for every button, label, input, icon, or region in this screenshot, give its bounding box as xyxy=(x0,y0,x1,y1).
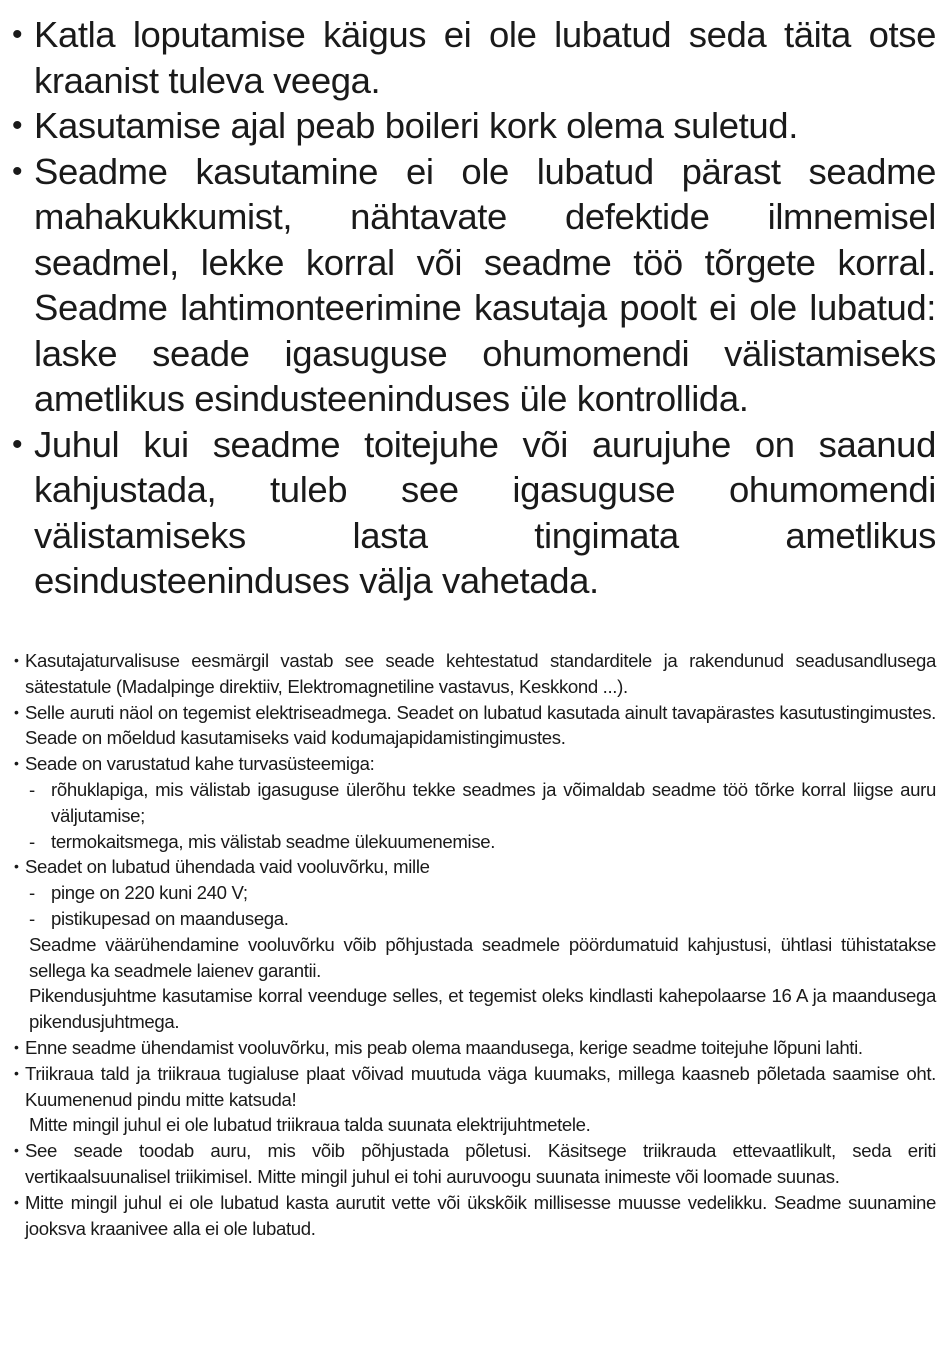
list-item xyxy=(14,1138,936,1190)
large-warning-list xyxy=(12,12,936,604)
sub-item-text: rõhuklapiga, mis välistab igasuguse ülerõhu tekke seadmes ja võimaldab seadme töö tõrke korral liigse auru väljutamise; xyxy=(51,778,936,826)
bullet: • xyxy=(14,1038,19,1055)
list-item xyxy=(14,1035,936,1061)
warning-text: Katla loputamise käigus ei ole lubatud seda täita otse kraanist tuleva veega. xyxy=(34,14,936,101)
list-item xyxy=(12,103,936,149)
bullet: • xyxy=(14,703,19,720)
sub-item-text: pistikupesad on maandusega. xyxy=(51,907,289,929)
warning-text: Juhul kui seadme toitejuhe või aurujuhe on saanud kahjustada, tuleb see igasuguse ohumomendi välistamiseks lasta tingimata ametlikus esindusteeninduses välja vahetada. xyxy=(34,423,936,601)
bullet: • xyxy=(14,858,19,875)
sub-item xyxy=(25,906,936,932)
bullet: • xyxy=(14,1064,19,1081)
list-item xyxy=(14,648,936,700)
dash: - xyxy=(29,830,35,852)
list-item xyxy=(14,751,936,854)
bullet: • xyxy=(12,18,23,51)
sub-item-text: termokaitsmega, mis välistab seadme ülekuumenemise. xyxy=(51,830,496,852)
instruction-text: Selle auruti näol on tegemist elektriseadmega. Seadet on lubatud kasutada ainult tavapärastes kasutustingimustes. Seade on mõeldud kasutamiseks vaid kodumajapidamistingimustes. xyxy=(25,701,936,749)
dash: - xyxy=(29,778,35,800)
warning-text: Seadme kasutamine ei ole lubatud pärast seadme mahakukkumist, nähtavate defektide ilmnemisel seadmel, lekke korral või seadme töö tõrgete korral. Seadme lahtimonteerimine kasutaja poolt ei ole lubatud: laske seade igasuguse ohumomendi välistamiseks ametlikus esindusteeninduses üle kontrollida. xyxy=(34,150,936,419)
bullet: • xyxy=(14,755,19,772)
instruction-text: Seade on varustatud kahe turvasüsteemiga: xyxy=(25,753,375,775)
sub-item xyxy=(25,829,936,855)
list-item xyxy=(12,149,936,422)
list-item xyxy=(14,854,936,1035)
instruction-text: Triikraua tald ja triikraua tugialuse plaat võivad muutuda väga kuumaks, millega kaasneb põletada saamise oht. Kuumenenud pindu mitte katsuda! xyxy=(25,1062,936,1110)
instruction-text: Enne seadme ühendamist vooluvõrku, mis peab olema maandusega, kerige seadme toitejuhe lõpuni lahti. xyxy=(25,1036,863,1058)
list-item xyxy=(14,1061,936,1138)
bullet: • xyxy=(12,427,23,461)
instruction-text: Kasutajaturvalisuse eesmärgil vastab see seade kehtestatud standarditele ja rakendunud seadusandlusega sätestatule (Madalpinge direktiiv, Elektromagnetiline vastavus, Keskkond ...). xyxy=(25,650,936,697)
bullet: • xyxy=(12,109,23,142)
list-item xyxy=(14,1190,936,1242)
list-item xyxy=(12,12,936,103)
dash: - xyxy=(29,882,35,904)
bullet: • xyxy=(14,652,19,668)
safety-instructions-list xyxy=(14,648,936,1241)
note-text: Pikendusjuhtme kasutamise korral veenduge selles, et tegemist oleks kindlasti kahepolaarse 16 A ja maandusega pikendusjuhtmega. xyxy=(29,985,936,1033)
bullet: • xyxy=(14,1193,19,1210)
sub-item-text: pinge on 220 kuni 240 V; xyxy=(51,882,248,904)
instruction-text: Mitte mingil juhul ei ole lubatud kasta aurutit vette või ükskõik millisesse muusse vedelikku. Seadme suunamine jooksva kraanivee alla ei ole lubatud. xyxy=(25,1191,936,1239)
bullet: • xyxy=(14,1142,19,1159)
list-item xyxy=(12,422,936,604)
dash: - xyxy=(29,907,35,929)
instruction-text: See seade toodab auru, mis võib põhjustada põletusi. Käsitsege triikrauda ettevaatlikult, seda eriti vertikaalsuunalisel triikimisel. Mitte mingil juhul ei tohi auruvoogu suunata inimeste või loomade suunas. xyxy=(25,1140,936,1187)
sub-item xyxy=(25,880,936,906)
instruction-text: Seadet on lubatud ühendada vaid vooluvõrku, mille xyxy=(25,856,430,878)
warning-text: Kasutamise ajal peab boileri kork olema suletud. xyxy=(34,105,798,146)
note-text: Seadme väärühendamine vooluvõrku võib põhjustada seadmele pöördumatuid kahjustusi, ühtlasi tühistatakse sellega ka seadmele laienev garantii. xyxy=(29,933,936,981)
note-text: Mitte mingil juhul ei ole lubatud triikraua talda suunata elektrijuhtmetele. xyxy=(29,1114,591,1136)
sub-item xyxy=(25,777,936,829)
list-item xyxy=(14,700,936,752)
bullet: • xyxy=(12,154,23,188)
